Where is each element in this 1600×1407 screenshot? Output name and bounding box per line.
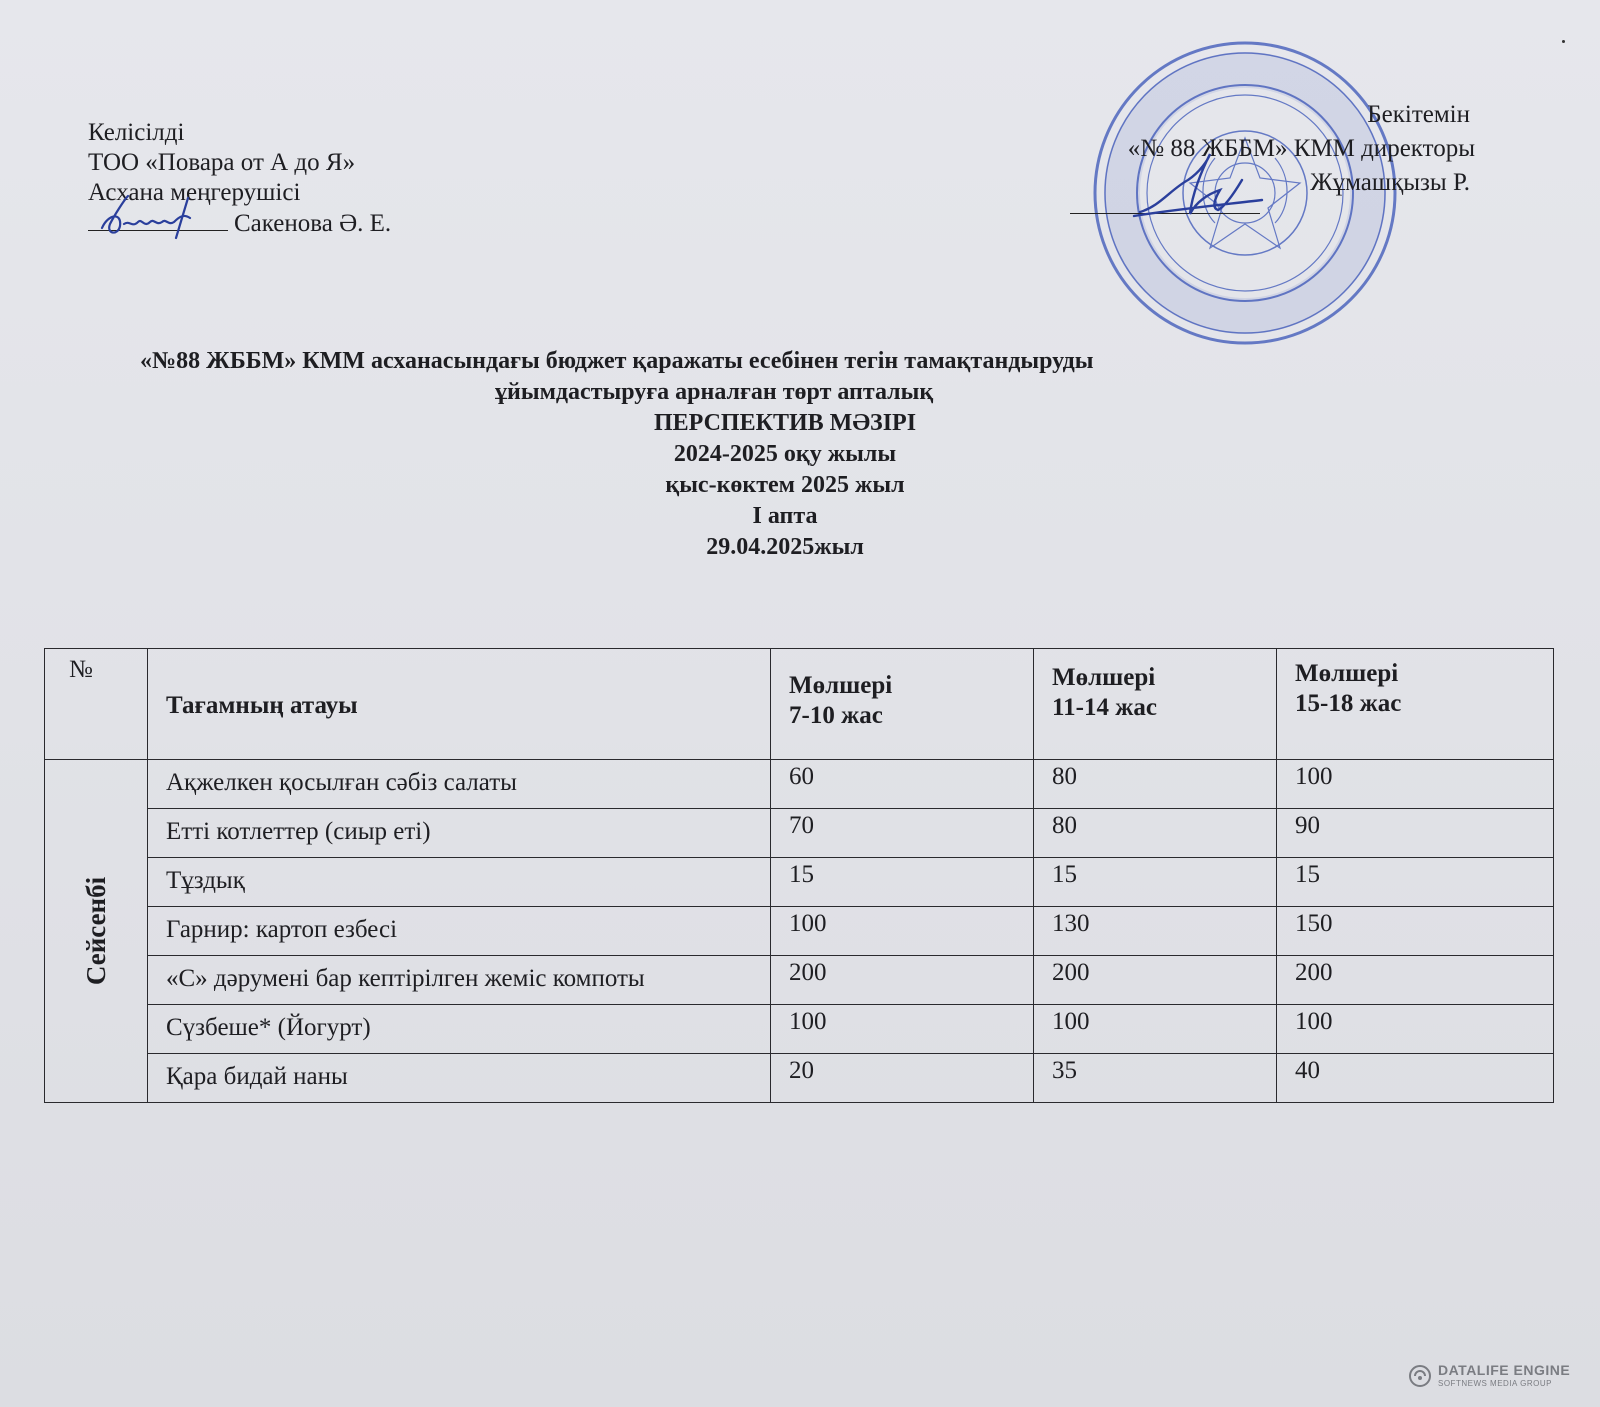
menu-table <box>44 648 1554 1103</box>
quantity-11-14: 200 <box>1034 956 1277 1005</box>
quantity-15-18: 15 <box>1277 858 1554 907</box>
quantity-11-14: 80 <box>1034 760 1277 809</box>
agreed-signature-line <box>88 208 391 239</box>
agreed-org: ТОО «Повара от А до Я» <box>88 149 356 176</box>
watermark-subtitle: SOFTNEWS MEDIA GROUP <box>1438 1379 1553 1388</box>
dish-name: Тұздық <box>148 858 771 907</box>
quantity-11-14: 130 <box>1034 907 1277 956</box>
title-line-6: І апта <box>752 503 818 529</box>
title-line-4: 2024-2025 оқу жылы <box>673 441 897 467</box>
dish-name: Етті котлеттер (сиыр еті) <box>148 809 771 858</box>
quantity-7-10: 100 <box>771 907 1034 956</box>
quantity-11-14: 80 <box>1034 809 1277 858</box>
header-q2-age: 11-14 жас <box>1052 694 1157 721</box>
approve-position: «№ 88 ЖББМ» КММ директоры <box>1127 135 1475 162</box>
table-row <box>45 1005 1554 1054</box>
table-row <box>45 907 1554 956</box>
watermark-logo-icon <box>1408 1364 1432 1388</box>
approve-label: Бекітемін <box>1367 101 1470 128</box>
speck <box>1562 40 1565 43</box>
quantity-11-14: 15 <box>1034 858 1277 907</box>
quantity-7-10: 20 <box>771 1054 1034 1103</box>
dish-name: Ақжелкен қосылған сәбіз салаты <box>148 760 771 809</box>
table-row <box>45 809 1554 858</box>
header-quantity-11-14 <box>1034 649 1277 760</box>
dish-name: Гарнир: картоп езбесі <box>148 907 771 956</box>
quantity-7-10: 60 <box>771 760 1034 809</box>
table-row <box>45 858 1554 907</box>
header-q3-age: 15-18 жас <box>1295 690 1402 717</box>
document-title <box>0 346 1600 563</box>
title-line-7: 29.04.2025жыл <box>706 534 864 560</box>
table-header-row <box>45 649 1554 760</box>
dish-name: «С» дәрумені бар кептірілген жеміс компоты <box>148 956 771 1005</box>
day-label: Сейсенбі <box>81 876 111 986</box>
quantity-11-14: 100 <box>1034 1005 1277 1054</box>
header-number: № <box>45 649 148 760</box>
title-line-2: ұйымдастыруға арналған төрт апталық <box>495 379 934 405</box>
approve-name: Жұмашқызы Р. <box>1310 169 1470 196</box>
table-row <box>45 956 1554 1005</box>
signature-left <box>94 194 234 244</box>
quantity-15-18: 90 <box>1277 809 1554 858</box>
signature-underline <box>88 208 228 231</box>
signature-right <box>1130 150 1270 230</box>
header-quantity-7-10 <box>771 649 1034 760</box>
quantity-15-18: 100 <box>1277 1005 1554 1054</box>
agreed-block <box>88 118 391 239</box>
quantity-7-10: 100 <box>771 1005 1034 1054</box>
title-line-5: қыс-көктем 2025 жыл <box>665 472 905 498</box>
agreed-label: Келісілді <box>88 119 185 146</box>
table-row <box>45 1054 1554 1103</box>
title-line-1: «№88 ЖББМ» КММ асханасындағы бюджет қаражаты есебінен тегін тамақтандыруды <box>140 348 1094 374</box>
header-quantity-15-18 <box>1277 649 1554 760</box>
header-q1-title: Мөлшері <box>789 672 893 699</box>
day-cell <box>45 760 148 1103</box>
header-q1-age: 7-10 жас <box>789 702 883 729</box>
dish-name: Қара бидай наны <box>148 1054 771 1103</box>
quantity-11-14: 35 <box>1034 1054 1277 1103</box>
quantity-15-18: 100 <box>1277 760 1554 809</box>
quantity-7-10: 200 <box>771 956 1034 1005</box>
quantity-7-10: 15 <box>771 858 1034 907</box>
quantity-15-18: 200 <box>1277 956 1554 1005</box>
dish-name: Сүзбеше* (Йогурт) <box>148 1005 771 1054</box>
agreed-position: Асхана меңгерушісі <box>88 179 301 206</box>
quantity-15-18: 40 <box>1277 1054 1554 1103</box>
quantity-7-10: 70 <box>771 809 1034 858</box>
table-row <box>45 760 1554 809</box>
header-dish-name: Тағамның атауы <box>148 649 771 760</box>
header-q2-title: Мөлшері <box>1052 664 1156 691</box>
header-q3-title: Мөлшері <box>1295 660 1399 687</box>
title-line-3: ПЕРСПЕКТИВ МӘЗІРІ <box>653 410 917 436</box>
quantity-15-18: 150 <box>1277 907 1554 956</box>
agreed-name: Сакенова Ә. Е. <box>234 210 392 237</box>
watermark-title: DATALIFE ENGINE <box>1438 1362 1571 1378</box>
